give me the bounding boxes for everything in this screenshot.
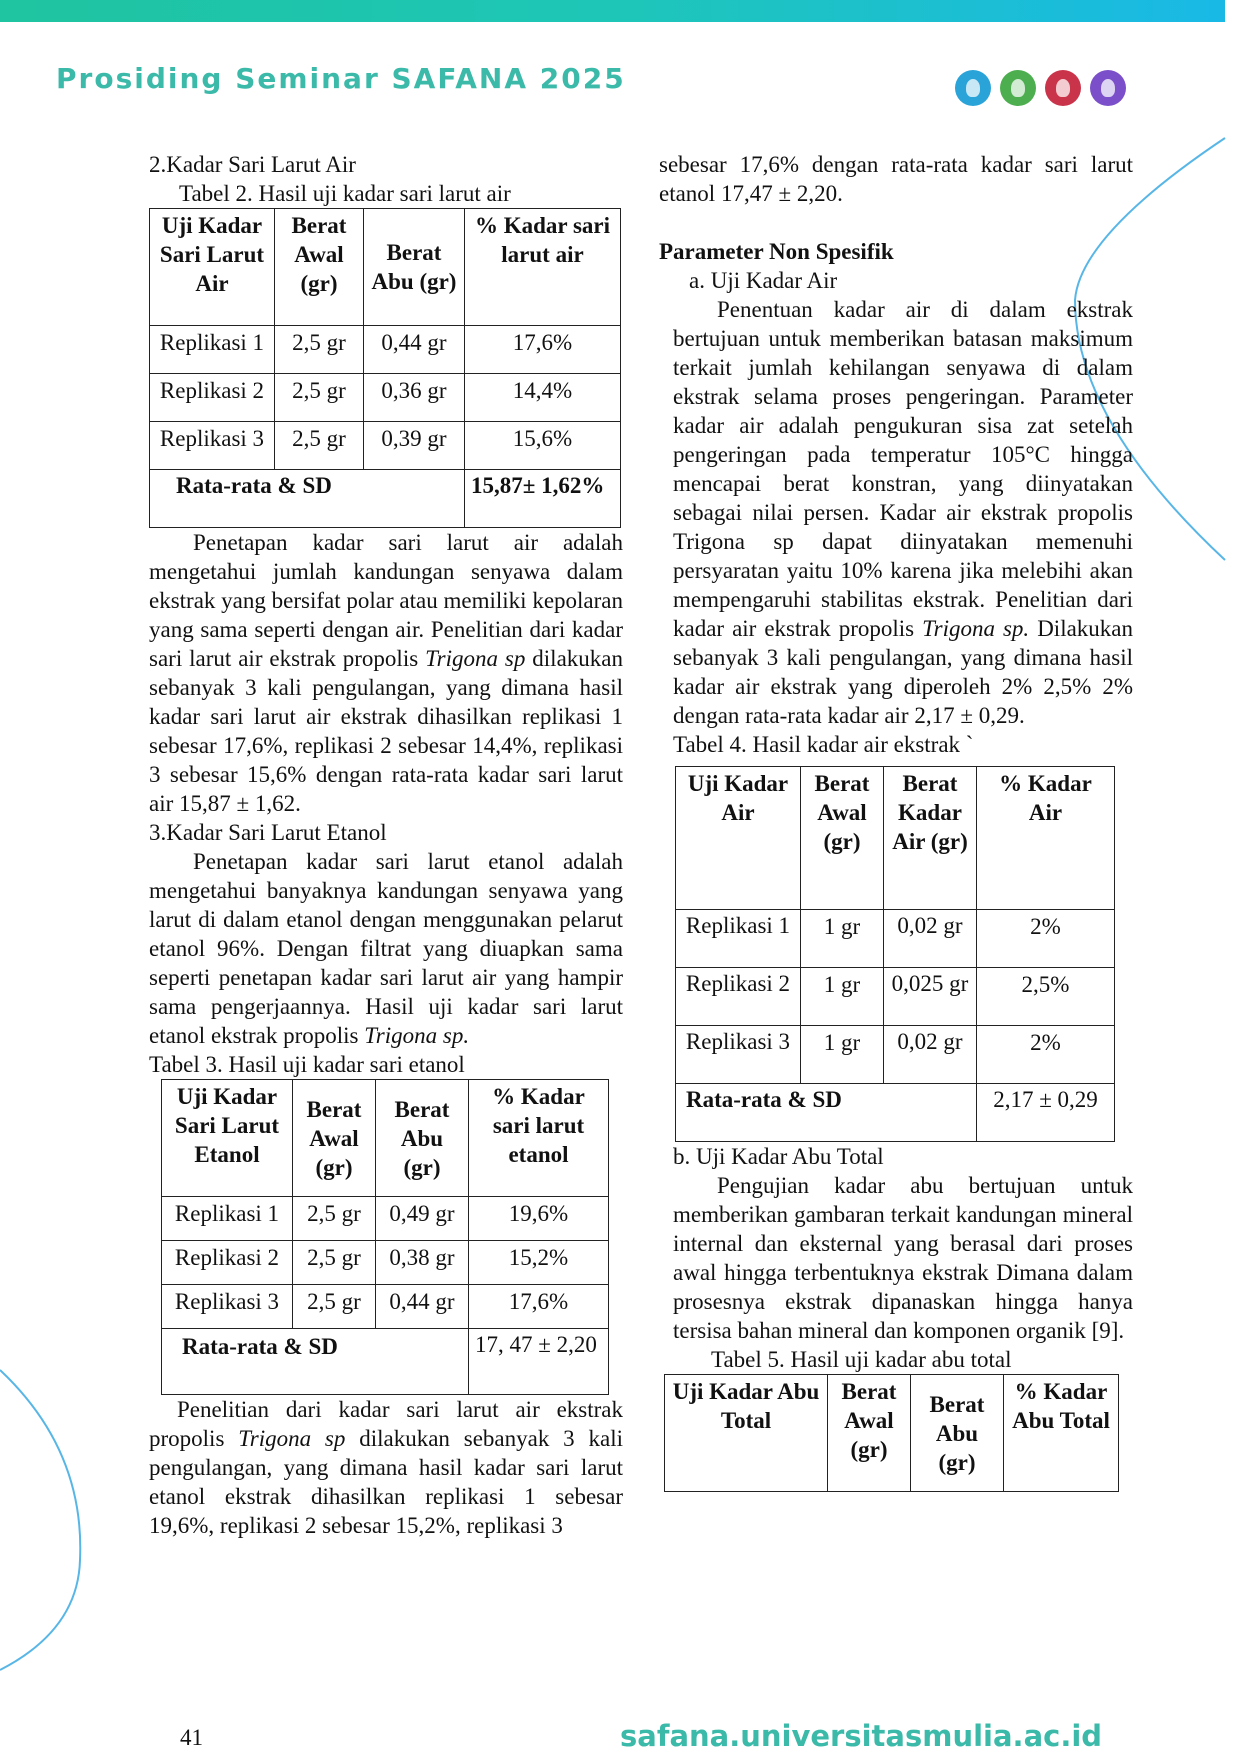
table-cell: Replikasi 2 xyxy=(150,374,275,422)
page-number: 41 xyxy=(180,1725,203,1750)
table-header-cell: Berat Awal (gr) xyxy=(293,1080,376,1197)
table-cell: 19,6% xyxy=(469,1197,609,1241)
table-header-cell: Uji Kadar Abu Total xyxy=(665,1375,828,1492)
rata-rata-label: Rata-rata & SD xyxy=(162,1329,469,1395)
table-cell: 2,5% xyxy=(977,968,1115,1026)
table-cell: 1 gr xyxy=(801,1026,884,1084)
table-header-cell: Berat Abu (gr) xyxy=(911,1375,1004,1492)
table5-caption: Tabel 5. Hasil uji kadar abu total xyxy=(711,1347,1012,1372)
rata-rata-value: 2,17 ± 0,29 xyxy=(977,1084,1115,1142)
paragraph-text: Penentuan kadar air di dalam ekstrak bertujuan untuk memberikan batasan maksimum terkait jumlah kehilangan senyawa di dalam ekstrak selama proses pengeringan. Parameter kadar air adalah pengukuran sisa zat setelah pengeringan pada temperatur 105°C hingga mencapai berat konstran, yang diinyatakan sebagai nilai persen. Kadar air ekstrak propolis Trigona sp dapat diinyatakan memenuhi persyaratan yaitu 10% karena jika melebihi akan mempengaruhi stabilitas ekstrak. Penelitian dari kadar air ekstrak propolis xyxy=(673,297,1133,641)
table-row xyxy=(676,1026,1115,1084)
table-cell: 0,36 gr xyxy=(364,374,465,422)
paragraph-kadar-abu: Pengujian kadar abu bertujuan untuk memberikan gambaran terkait kandungan mineral internal dan eksternal yang berasal dari proses awal hingga terbentuknya ekstrak Dimana dalam prosesnya ekstrak dipanaskan hingga hanya tersisa bahan mineral dan komponen organik [9]. xyxy=(673,1173,1133,1343)
table-cell: Replikasi 3 xyxy=(676,1026,801,1084)
table-cell: 0,44 gr xyxy=(376,1285,469,1329)
table4-kadar-air xyxy=(675,766,1115,1142)
table-header-cell: Berat Awal (gr) xyxy=(828,1375,911,1492)
table-row xyxy=(150,422,621,470)
table-cell: 2,5 gr xyxy=(275,422,364,470)
paragraph-text: Dilakukan sebanyak 3 kali pengulangan, yang dimana hasil kadar air ekstrak yang diperoleh 2% 2,5% 2% dengan rata-rata kadar air 2,17 ± 0,29. xyxy=(673,616,1133,728)
table-cell: Replikasi 2 xyxy=(162,1241,293,1285)
table-cell: 2% xyxy=(977,910,1115,968)
table3-kadar-sari-etanol xyxy=(161,1079,609,1395)
table-cell: Replikasi 1 xyxy=(676,910,801,968)
section-heading-kadar-sari-larut-etanol: 3.Kadar Sari Larut Etanol xyxy=(149,820,387,845)
species-name: Trigona sp xyxy=(238,1426,346,1451)
table-cell: 15,2% xyxy=(469,1241,609,1285)
paragraph-kadar-air xyxy=(673,295,1133,730)
right-column xyxy=(659,150,1133,1492)
flower-logo-icon xyxy=(1090,70,1126,106)
table-row xyxy=(676,910,1115,968)
table-cell: 2,5 gr xyxy=(293,1285,376,1329)
table-cell: 0,025 gr xyxy=(884,968,977,1026)
table-header-cell: % Kadar Air xyxy=(977,767,1115,910)
paragraph-text: Penetapan kadar sari larut air adalah mengetahui jumlah kandungan senyawa dalam ekstrak yang bersifat polar atau memiliki kepolaran yang sama seperti dengan air. Penelitian dari kadar sari larut air ekstrak propolis xyxy=(149,530,623,671)
table-cell: Replikasi 1 xyxy=(150,326,275,374)
table-footer-row xyxy=(150,470,621,528)
paragraph-text: dilakukan sebanyak 3 kali pengulangan, yang dimana hasil kadar sari larut etanol ekstrak dihasilkan replikasi 1 sebesar 19,6%, replikasi 2 sebesar 15,2%, replikasi 3 xyxy=(149,1426,624,1538)
table-header-cell: Berat Kadar Air (gr) xyxy=(884,767,977,910)
leaf-logo-icon xyxy=(1000,70,1036,106)
species-name: Trigona sp. xyxy=(922,616,1030,641)
table-cell: 0,44 gr xyxy=(364,326,465,374)
table-cell: 2,5 gr xyxy=(275,374,364,422)
table-cell: 15,6% xyxy=(465,422,621,470)
table-header-cell: Uji Kadar Sari Larut Etanol xyxy=(162,1080,293,1197)
proceedings-title: Prosiding Seminar SAFANA 2025 xyxy=(56,62,626,95)
table-cell: 14,4% xyxy=(465,374,621,422)
table2-kadar-sari-larut-air xyxy=(149,208,621,528)
table4-caption: Tabel 4. Hasil kadar air ekstrak ` xyxy=(673,732,974,757)
table-cell: Replikasi 1 xyxy=(162,1197,293,1241)
table-header-row xyxy=(150,209,621,326)
left-column xyxy=(149,150,623,1540)
section-heading-parameter-non-spesifik: Parameter Non Spesifik xyxy=(659,239,894,264)
table-footer-row xyxy=(162,1329,609,1395)
table-cell: Replikasi 3 xyxy=(162,1285,293,1329)
table-cell: 1 gr xyxy=(801,910,884,968)
table-header-cell: Uji Kadar Air xyxy=(676,767,801,910)
table-header-row xyxy=(162,1080,609,1197)
table2-caption: Tabel 2. Hasil uji kadar sari larut air xyxy=(179,181,511,206)
species-name: Trigona sp xyxy=(425,646,526,671)
table-header-cell: Berat Abu (gr) xyxy=(364,209,465,326)
table-row xyxy=(676,968,1115,1026)
sponsor-logos xyxy=(955,70,1126,106)
table-cell: 17,6% xyxy=(469,1285,609,1329)
table-header-cell: Uji Kadar Sari Larut Air xyxy=(150,209,275,326)
table-row xyxy=(162,1197,609,1241)
table-header-cell: Berat Abu (gr) xyxy=(376,1080,469,1197)
table-row xyxy=(162,1241,609,1285)
paragraph-kadar-sari-larut-air xyxy=(149,528,623,818)
table-cell: Replikasi 2 xyxy=(676,968,801,1026)
water-drop-logo-icon xyxy=(955,70,991,106)
table-header-cell: % Kadar Abu Total xyxy=(1004,1375,1119,1492)
table-cell: Replikasi 3 xyxy=(150,422,275,470)
footer-url-link[interactable]: safana.universitasmulia.ac.id xyxy=(620,1719,1103,1753)
table-header-row xyxy=(665,1375,1119,1492)
section-heading-kadar-sari-larut-air: 2.Kadar Sari Larut Air xyxy=(149,152,356,177)
table-cell: 0,02 gr xyxy=(884,1026,977,1084)
table-cell: 2,5 gr xyxy=(275,326,364,374)
paragraph-text: dilakukan sebanyak 3 kali pengulangan, yang dimana hasil kadar sari larut air ekstrak dihasilkan replikasi 1 sebesar 17,6%, replikasi 2 sebesar 14,4%, replikasi 3 sebesar 15,6% dengan rata-rata kadar sari larut air 15,87 ± 1,62. xyxy=(149,646,623,816)
table5-kadar-abu-total xyxy=(664,1374,1119,1492)
table-footer-row xyxy=(676,1084,1115,1142)
heart-logo-icon xyxy=(1045,70,1081,106)
table-row xyxy=(150,374,621,422)
table3-caption: Tabel 3. Hasil uji kadar sari etanol xyxy=(149,1052,465,1077)
table-cell: 2% xyxy=(977,1026,1115,1084)
table-cell: 2,5 gr xyxy=(293,1241,376,1285)
paragraph-hasil-etanol xyxy=(149,1395,623,1540)
rata-rata-value: 17, 47 ± 2,20 xyxy=(469,1329,609,1395)
table-header-cell: % Kadar sari larut etanol xyxy=(469,1080,609,1197)
paragraph-text: Penetapan kadar sari larut etanol adalah mengetahui banyaknya kandungan senyawa yang larut di dalam etanol dengan menggunakan pelarut etanol 96%. Dengan filtrat yang diuapkan sama seperti penetapan kadar sari larut air yang hampir sama pengerjaannya. Hasil uji kadar sari larut etanol ekstrak propolis xyxy=(149,849,623,1048)
table-row xyxy=(150,326,621,374)
rata-rata-value: 15,87± 1,62% xyxy=(465,470,621,528)
table-cell: 0,39 gr xyxy=(364,422,465,470)
table-cell: 0,02 gr xyxy=(884,910,977,968)
subsection-uji-kadar-air: a. Uji Kadar Air xyxy=(689,268,838,293)
table-header-row xyxy=(676,767,1115,910)
table-row xyxy=(162,1285,609,1329)
table-cell: 17,6% xyxy=(465,326,621,374)
table-cell: 0,49 gr xyxy=(376,1197,469,1241)
table-cell: 1 gr xyxy=(801,968,884,1026)
rata-rata-label: Rata-rata & SD xyxy=(150,470,465,528)
table-header-cell: Berat Awal (gr) xyxy=(275,209,364,326)
paragraph-kadar-sari-larut-etanol xyxy=(149,847,623,1050)
table-header-cell: Berat Awal (gr) xyxy=(801,767,884,910)
paragraph-text: Penelitian dari kadar sari larut air ekstrak propolis xyxy=(149,1397,623,1451)
table-cell: 2,5 gr xyxy=(293,1197,376,1241)
table-cell: 0,38 gr xyxy=(376,1241,469,1285)
paragraph-continuation: sebesar 17,6% dengan rata-rata kadar sari larut etanol 17,47 ± 2,20. xyxy=(659,152,1133,206)
species-name: Trigona sp. xyxy=(364,1023,470,1048)
table-header-cell: % Kadar sari larut air xyxy=(465,209,621,326)
rata-rata-label: Rata-rata & SD xyxy=(676,1084,977,1142)
subsection-uji-kadar-abu-total: b. Uji Kadar Abu Total xyxy=(673,1144,884,1169)
